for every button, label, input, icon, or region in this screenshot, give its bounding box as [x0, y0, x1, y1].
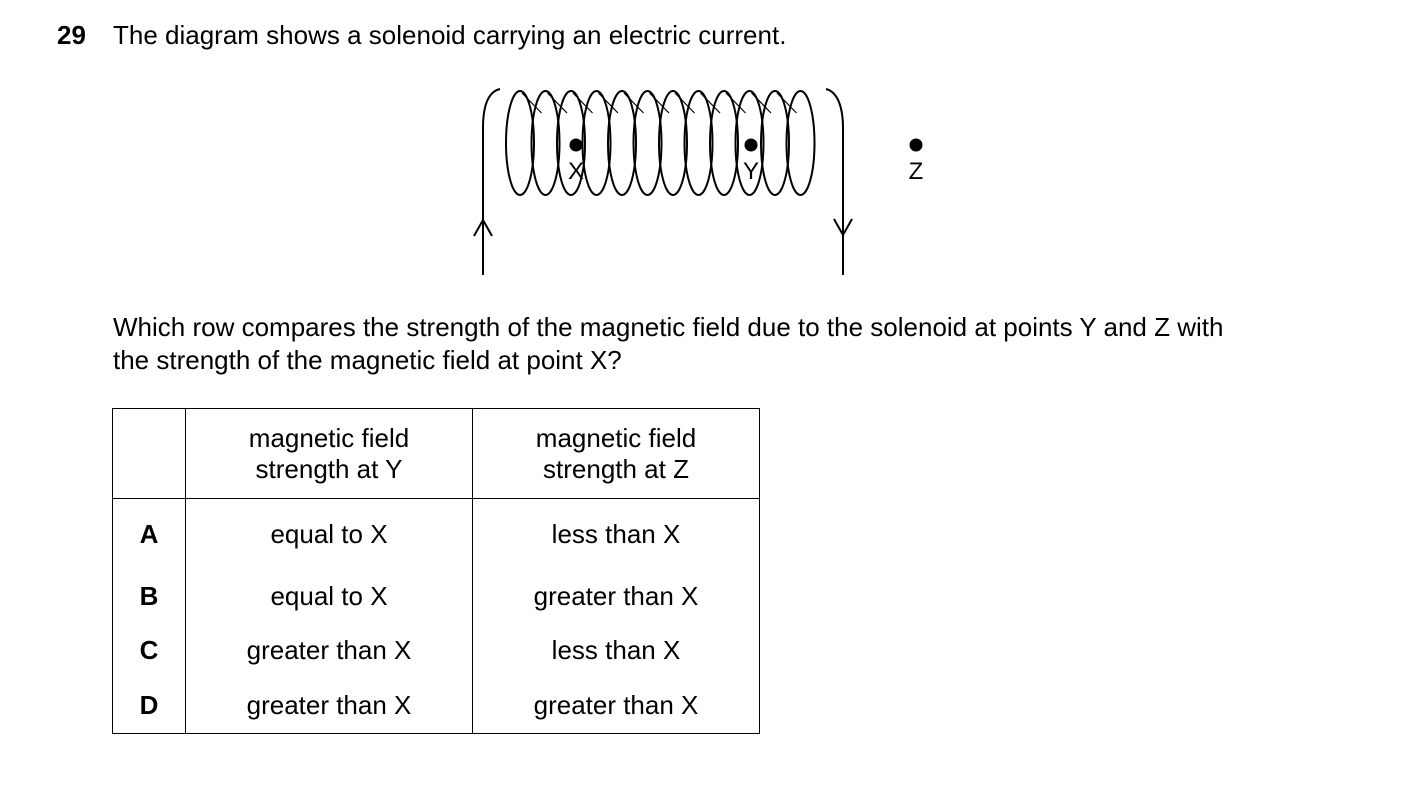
row-z-value: less than X — [473, 499, 760, 570]
solenoid-diagram — [0, 0, 1403, 300]
row-z-value: greater than X — [473, 677, 760, 734]
coil-loop — [583, 91, 611, 195]
point-z-label: Z — [908, 158, 924, 185]
row-y-value: greater than X — [186, 677, 473, 734]
question-intro: The diagram shows a solenoid carrying an electric current. — [113, 20, 787, 50]
point-z-dot — [910, 139, 923, 152]
coil-loop — [710, 91, 738, 195]
question-prompt — [113, 311, 1373, 377]
row-key: C — [113, 623, 186, 677]
row-key: D — [113, 677, 186, 734]
row-y-value: equal to X — [186, 569, 473, 623]
coil-loop — [685, 91, 713, 195]
answer-row-d — [113, 677, 760, 734]
coil-loop — [608, 91, 636, 195]
answer-table — [112, 408, 760, 734]
header-y-line1: magnetic field — [248, 422, 410, 453]
coil-loop — [787, 91, 815, 195]
answer-table-header — [113, 409, 760, 499]
answer-row-b — [113, 569, 760, 623]
point-x-label: X — [567, 158, 585, 185]
header-y-cell — [186, 409, 473, 499]
coil-loop — [532, 91, 560, 195]
question-prompt-line1: Which row compares the strength of the magnetic field due to the solenoid at points Y and Z with — [113, 312, 1224, 342]
row-key: A — [113, 499, 186, 570]
header-z-cell — [473, 409, 760, 499]
point-y-label: Y — [742, 158, 760, 185]
answer-row-c — [113, 623, 760, 677]
row-key: B — [113, 569, 186, 623]
row-y-value: equal to X — [186, 499, 473, 570]
question-prompt-line2: the strength of the magnetic field at point X? — [113, 345, 622, 375]
coil-loop — [761, 91, 789, 195]
coil-loop — [634, 91, 662, 195]
header-y-line2: strength at Y — [255, 453, 403, 484]
point-x-dot — [570, 139, 583, 152]
coil-loop — [659, 91, 687, 195]
left-lead-wire — [483, 89, 500, 275]
header-z-line2: strength at Z — [543, 453, 689, 484]
row-y-value: greater than X — [186, 623, 473, 677]
question-number: 29 — [57, 20, 86, 50]
coil-loop — [506, 91, 534, 195]
right-lead-wire — [826, 89, 843, 275]
row-z-value: greater than X — [473, 569, 760, 623]
row-z-value: less than X — [473, 623, 760, 677]
solenoid-coils — [506, 91, 815, 195]
header-key-cell — [113, 409, 186, 499]
header-z-line1: magnetic field — [535, 422, 697, 453]
answer-row-a — [113, 499, 760, 570]
point-y-dot — [745, 139, 758, 152]
